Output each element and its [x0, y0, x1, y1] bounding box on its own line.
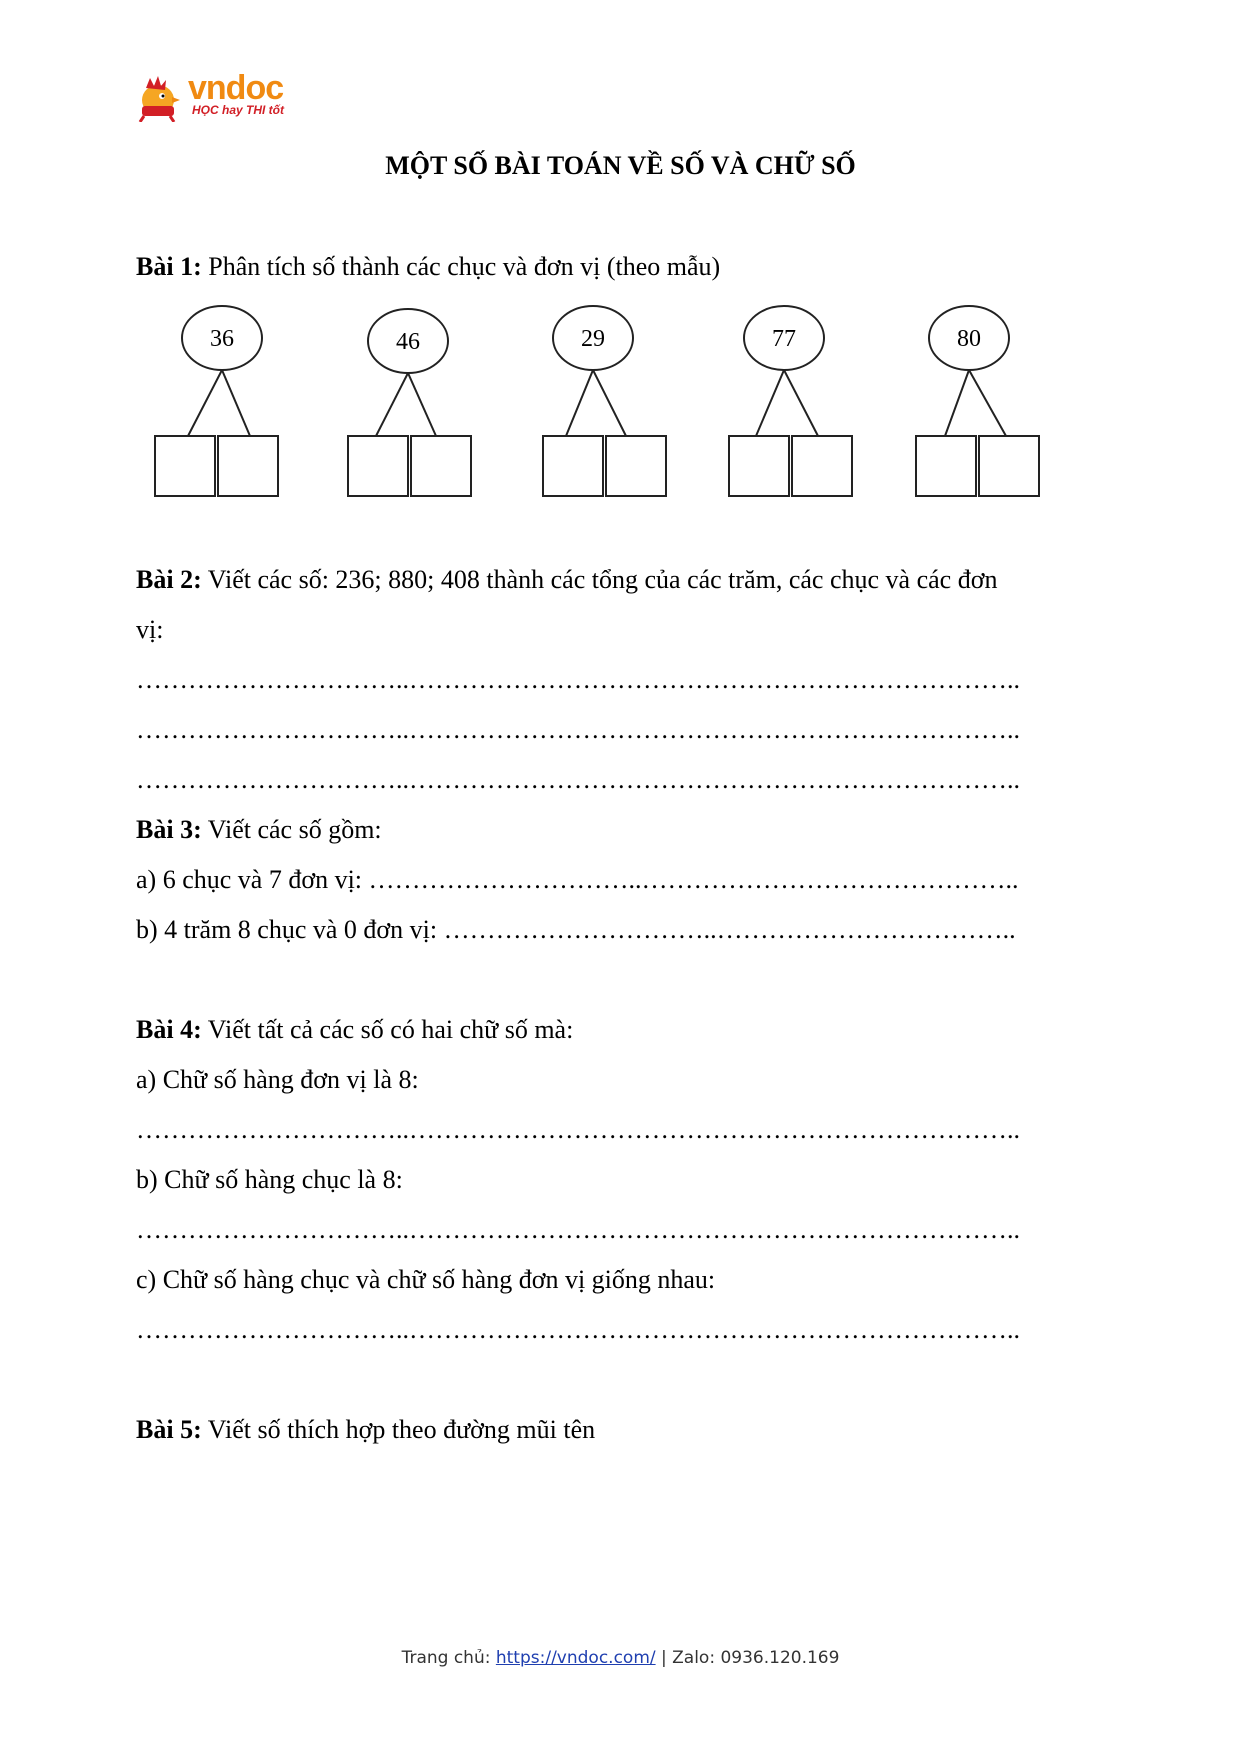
- bai5-text: Viết số thích hợp theo đường mũi tên: [201, 1415, 596, 1444]
- bai3-label: Bài 3:: [136, 815, 202, 844]
- units-answer-box: [411, 436, 471, 496]
- bai2-label: Bài 2:: [136, 565, 202, 594]
- page-footer: [0, 1648, 1241, 1668]
- tree-number-label: 77: [772, 326, 796, 352]
- tens-answer-box: [155, 436, 215, 496]
- number-tree: [543, 306, 666, 496]
- number-tree: [916, 306, 1039, 496]
- answer-line: …………………………..……………………………………………………………..: [136, 765, 1020, 794]
- answer-line: …………………………..……………………………………………………………..: [136, 1215, 1020, 1244]
- bai4-item-a: a) Chữ số hàng đơn vị là 8:: [136, 1065, 419, 1094]
- bai5-label: Bài 5:: [136, 1415, 202, 1444]
- bai3-item-b: b) 4 trăm 8 chục và 0 đơn vị: …………………………..……………………………..: [136, 915, 1016, 944]
- footer-contact: | Zalo: 0936.120.169: [655, 1648, 840, 1668]
- bai4-text: Viết tất cả các số có hai chữ số mà:: [201, 1015, 574, 1044]
- units-answer-box: [792, 436, 852, 496]
- units-answer-box: [606, 436, 666, 496]
- tens-answer-box: [916, 436, 976, 496]
- answer-line: …………………………..……………………………………………………………..: [136, 715, 1020, 744]
- bai3-item-a: a) 6 chục và 7 đơn vị: …………………………..……………………………………..: [136, 865, 1019, 894]
- tree-number-label: 80: [957, 326, 981, 352]
- tens-answer-box: [348, 436, 408, 496]
- number-tree: [729, 306, 852, 496]
- number-tree: [155, 306, 278, 496]
- homepage-link[interactable]: https://vndoc.com/: [495, 1648, 656, 1668]
- bai1-text: Phân tích số thành các chục và đơn vị (theo mẫu): [201, 252, 721, 281]
- bai3-heading: [136, 815, 382, 845]
- footer-prefix: Trang chủ:: [401, 1648, 496, 1668]
- number-tree: [348, 309, 471, 496]
- page-title: MỘT SỐ BÀI TOÁN VỀ SỐ VÀ CHỮ SỐ: [385, 151, 856, 180]
- brand-tagline: HỌC hay THI tốt: [192, 103, 284, 117]
- answer-line: …………………………..……………………………………………………………..: [136, 1315, 1020, 1344]
- bai4-item-b: b) Chữ số hàng chục là 8:: [136, 1165, 403, 1194]
- bai4-heading: [136, 1015, 573, 1045]
- tree-number-label: 46: [396, 329, 420, 355]
- bai2-heading: [136, 565, 997, 595]
- units-answer-box: [218, 436, 278, 496]
- tree-number-label: 29: [581, 326, 605, 352]
- units-answer-box: [979, 436, 1039, 496]
- bai4-label: Bài 4:: [136, 1015, 202, 1044]
- tree-number-label: 36: [210, 326, 234, 352]
- bai2-text: Viết các số: 236; 880; 408 thành các tổng của các trăm, các chục và các đơn: [201, 565, 998, 594]
- bai1-label: Bài 1:: [136, 252, 202, 281]
- brand-wordmark: vndoc: [188, 69, 284, 107]
- bai3-text: Viết các số gồm:: [201, 815, 382, 844]
- number-trees-diagram: [0, 290, 1241, 510]
- answer-line: …………………………..……………………………………………………………..: [136, 665, 1020, 694]
- bai5-heading: [136, 1415, 595, 1445]
- tens-answer-box: [543, 436, 603, 496]
- answer-line: …………………………..……………………………………………………………..: [136, 1115, 1020, 1144]
- bai4-item-c: c) Chữ số hàng chục và chữ số hàng đơn vị giống nhau:: [136, 1265, 716, 1294]
- rooster-mascot-icon: [136, 70, 196, 122]
- bai2-text-continued: vị:: [136, 615, 164, 644]
- tens-answer-box: [729, 436, 789, 496]
- bai1-heading: [136, 252, 720, 282]
